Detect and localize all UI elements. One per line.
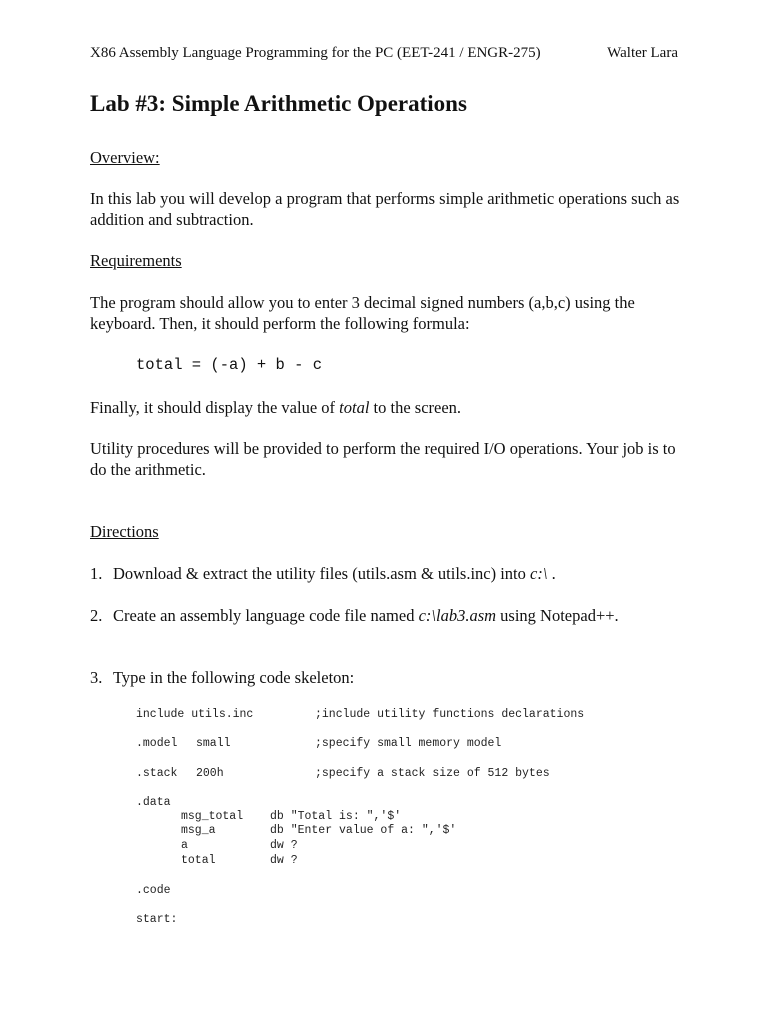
- overview-text: In this lab you will develop a program that performs simple arithmetic operations such as addition and subtraction.: [90, 189, 680, 229]
- course-title: X86 Assembly Language Programming for the PC (EET-241 / ENGR-275): [90, 45, 541, 61]
- code-model-comment: ;specify small memory model: [315, 737, 502, 750]
- step-text: Type in the following code skeleton:: [113, 668, 355, 687]
- code-data-decl: db "Enter value of a: ",'$': [270, 824, 457, 837]
- step-text: Download & extract the utility files (utils.asm & utils.inc) into: [113, 564, 531, 583]
- code-code-directive: .code: [136, 884, 171, 897]
- step-number: 2.: [90, 606, 103, 625]
- display-pre: Finally, it should display the value of: [90, 398, 340, 417]
- formula: total = (-a) + b - c: [136, 356, 323, 374]
- step-text-end: using Notepad++.: [496, 606, 619, 625]
- directions-heading: Directions: [90, 522, 159, 541]
- code-data-decl: dw ?: [270, 854, 298, 867]
- code-data-name: msg_a: [181, 824, 216, 837]
- code-data-decl: dw ?: [270, 839, 298, 852]
- direction-step-2: [90, 605, 619, 626]
- step-number: 3.: [90, 668, 103, 687]
- requirements-text: The program should allow you to enter 3 decimal signed numbers (a,b,c) using the keyboard. Then, it should perform the following formula:: [90, 293, 635, 333]
- code-stack-arg: 200h: [196, 767, 224, 780]
- code-include-comment: ;include utility functions declarations: [315, 708, 585, 721]
- code-stack-comment: ;specify a stack size of 512 bytes: [315, 767, 550, 780]
- author-name: Walter Lara: [607, 45, 678, 61]
- requirements-heading: Requirements: [90, 251, 182, 270]
- code-data-name: msg_total: [181, 810, 244, 823]
- direction-step-1: [90, 563, 556, 584]
- step-text-end: .: [547, 564, 556, 583]
- step-path: c:\: [530, 564, 548, 583]
- code-data-name: a: [181, 839, 188, 852]
- direction-step-3: [90, 667, 354, 688]
- code-start-label: start:: [136, 913, 178, 926]
- display-sentence: [90, 397, 690, 418]
- code-stack-directive: .stack: [136, 767, 178, 780]
- code-data-directive: .data: [136, 796, 171, 809]
- total-variable: total: [339, 398, 370, 417]
- display-post: to the screen.: [369, 398, 462, 417]
- overview-heading: Overview:: [90, 148, 160, 167]
- code-model-directive: .model: [136, 737, 178, 750]
- lab-title: Lab #3: Simple Arithmetic Operations: [90, 91, 467, 116]
- step-path: c:\lab3.asm: [418, 606, 497, 625]
- code-include-directive: include utils.inc: [136, 708, 254, 721]
- step-text: Create an assembly language code file named: [113, 606, 419, 625]
- utility-text: Utility procedures will be provided to perform the required I/O operations. Your job is to do the arithmetic.: [90, 439, 676, 479]
- step-number: 1.: [90, 564, 103, 583]
- code-data-decl: db "Total is: ",'$': [270, 810, 402, 823]
- code-data-name: total: [181, 854, 216, 867]
- code-model-arg: small: [196, 737, 231, 750]
